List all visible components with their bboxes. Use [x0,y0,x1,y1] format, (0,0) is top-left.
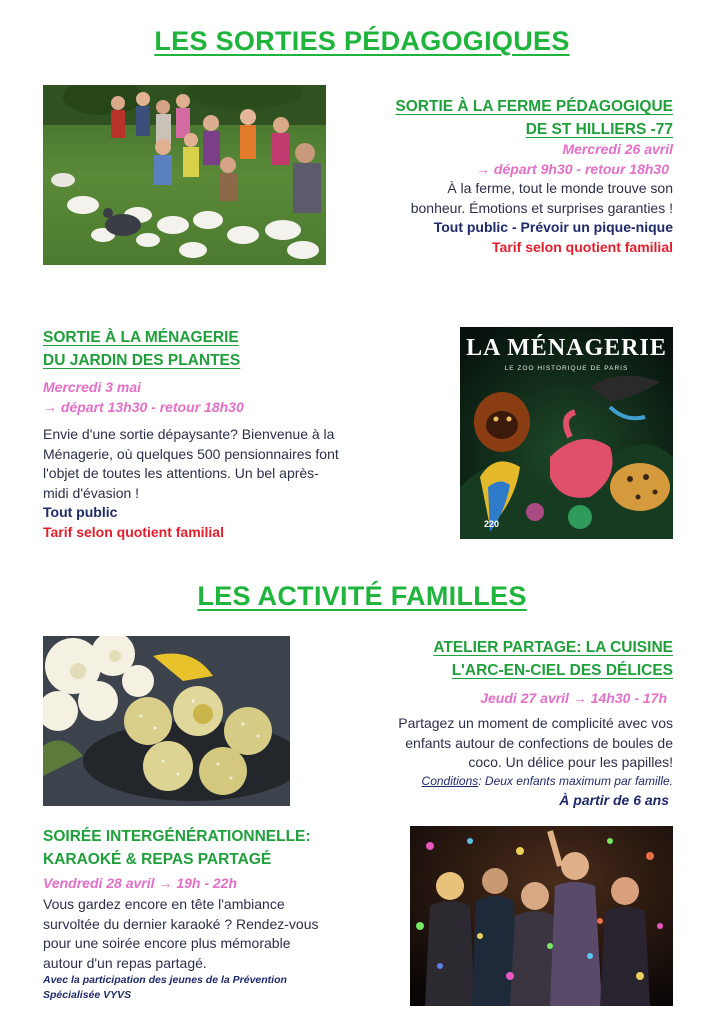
atelier-date: Jeudi 27 avril → 14h30 - 17h [480,690,667,706]
section-heading-familles: LES ACTIVITÉ FAMILLES [197,581,527,611]
ferme-tarif: Tarif selon quotient familial [492,238,673,255]
atelier-title-line2: L'ARC-EN-CIEL DES DÉLICES [451,662,673,679]
soiree-date: Vendredi 28 avril → 19h - 22h [43,875,238,891]
menagerie-title-line1: SORTIE À LA MÉNAGERIE [43,329,239,346]
section-heading-sorties: LES SORTIES PÉDAGOGIQUES [154,26,570,56]
atelier-age: À partir de 6 ans [559,791,669,808]
ferme-block [340,95,673,257]
soiree-note-line2: Spécialisée VYVS [43,989,132,1001]
poster-title: LA MÉNAGERIE [466,335,667,361]
ferme-date: Mercredi 26 avril [562,141,673,157]
soiree-desc-line4: autour d'un repas partagé. [43,954,207,971]
soiree-desc-line3: pour une soirée encore plus mémorable [43,935,291,951]
soiree-block [43,825,373,1003]
menagerie-desc-line1: Envie d'une sortie dépaysante? Bienvenue à la [43,426,335,442]
menagerie-block [43,326,378,542]
soiree-note-line1: Avec la participation des jeunes de la Prévention [43,974,287,986]
atelier-conditions-label: Conditions [421,773,479,788]
ferme-desc-line1: À la ferme, tout le monde trouve son [447,180,673,196]
menagerie-date: Mercredi 3 mai [43,379,142,395]
atelier-block [330,636,673,810]
atelier-conditions [330,773,673,790]
ferme-times: → départ 9h30 - retour 18h30 [476,161,669,177]
soiree-title-line1: SOIRÉE INTERGÉNÉRATIONNELLE: [43,828,311,845]
ferme-title-line1: SORTIE À LA FERME PÉDAGOGIQUE [395,98,673,115]
coconut-balls-photo [43,636,290,806]
atelier-desc-line2: enfants autour de confections de boules de [405,734,673,751]
poster-corner-number: 220 [484,519,500,529]
menagerie-desc-line4: midi d'évasion ! [43,484,140,501]
menagerie-times: → départ 13h30 - retour 18h30 [43,399,244,415]
menagerie-public: Tout public [43,504,118,520]
atelier-desc-line3: coco. Un délice pour les papilles! [468,754,673,770]
menagerie-title-line2: DU JARDIN DES PLANTES [43,352,241,369]
menagerie-desc-line3: l'objet de toutes les attentions. Un bel après- [43,465,319,481]
atelier-conditions-text: : Deux enfants maximum par famille. [478,773,673,788]
soiree-desc-line1: Vous gardez encore en tête l'ambiance [43,896,285,912]
soiree-title-line2: KARAOKÉ & REPAS PARTAGÉ [43,851,272,868]
ferme-desc-line2: bonheur. Émotions et surprises garanties ! [410,199,673,216]
poster-subtitle: LE ZOO HISTORIQUE DE PARIS [504,365,629,372]
menagerie-poster [460,327,673,539]
atelier-title-line1: ATELIER PARTAGE: LA CUISINE [433,639,673,656]
soiree-desc-line2: survoltée du dernier karaoké ? Rendez-vous [43,915,319,932]
farm-photo [43,85,326,265]
karaoke-photo [410,826,673,1006]
menagerie-desc-line2: Ménagerie, où quelques 500 pensionnaires font [43,445,339,462]
ferme-title-line2: DE ST HILLIERS -77 [525,121,673,138]
atelier-desc-line1: Partagez un moment de complicité avec vos [398,715,673,731]
menagerie-tarif: Tarif selon quotient familial [43,523,224,540]
ferme-public: Tout public - Prévoir un pique-nique [433,219,673,235]
